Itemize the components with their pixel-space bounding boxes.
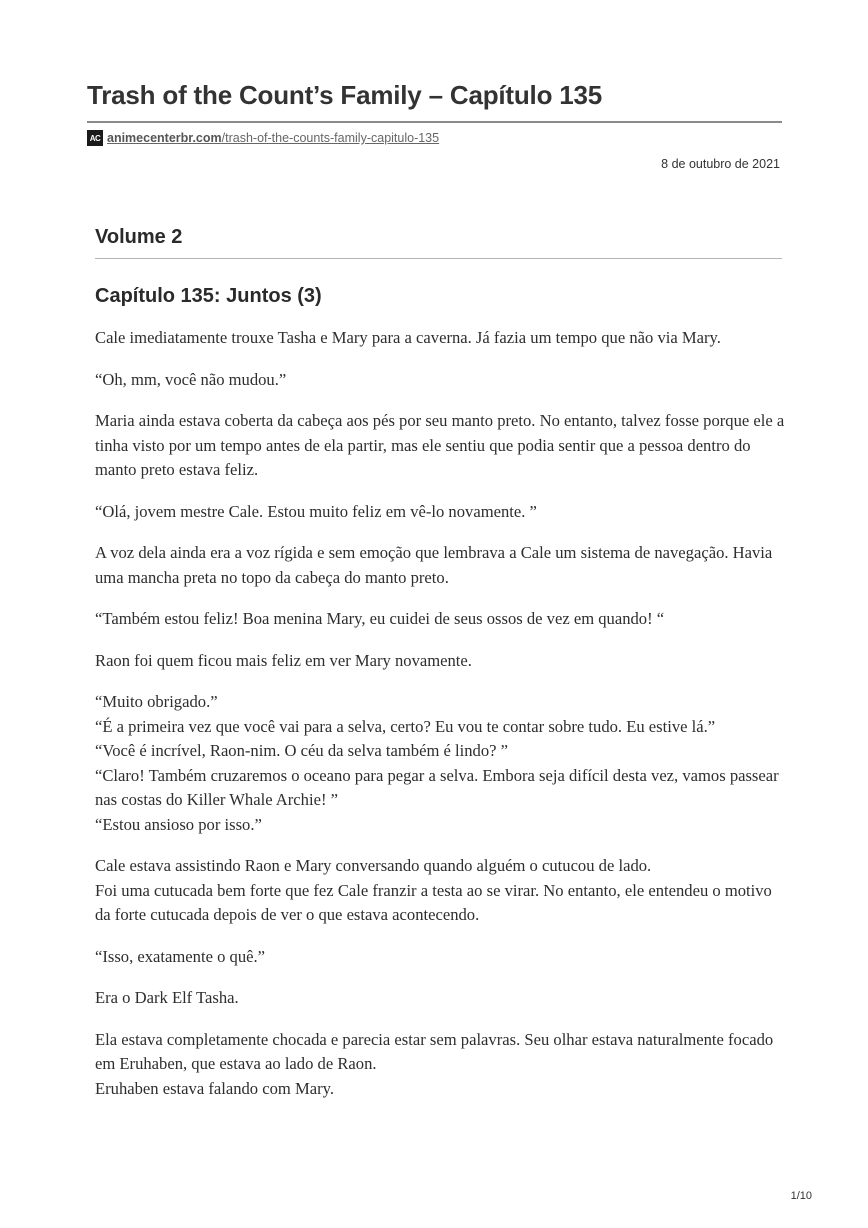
paragraph [95, 1028, 785, 1102]
chapter-body [95, 326, 785, 1118]
source-domain: animecenterbr.com [107, 131, 222, 145]
paragraph [95, 409, 785, 483]
paragraph-line: “Muito obrigado.” [95, 692, 218, 711]
paragraph-line: Cale imediatamente trouxe Tasha e Mary para a caverna. Já fazia um tempo que não via Mary. [95, 328, 721, 347]
paragraph [95, 945, 785, 970]
paragraph-line: “Oh, mm, você não mudou.” [95, 369, 287, 389]
document-title: Trash of the Count’s Family – Capítulo 135 [87, 80, 603, 110]
paragraph-line: “Você é incrível, Raon-nim. O céu da selva também é lindo? ” [95, 741, 509, 760]
paragraph-line: Maria ainda estava coberta da cabeça aos pés por seu manto preto. No entanto, talvez fosse porque ele a tinha visto por um tempo antes de ela partir, mas ele sentiu que podia sentir que a pessoa dentro do manto preto estava feliz. [95, 411, 785, 479]
paragraph-line: “Olá, jovem mestre Cale. Estou muito feliz em vê-lo novamente. ” [95, 501, 537, 521]
paragraph-line: Eruhaben estava falando com Mary. [95, 1078, 334, 1098]
paragraph [95, 541, 785, 590]
paragraph [95, 368, 785, 393]
source-link[interactable] [107, 131, 439, 145]
paragraph [95, 500, 785, 525]
paragraph-line: Era o Dark Elf Tasha. [95, 988, 239, 1007]
paragraph-line: “É a primeira vez que você vai para a selva, certo? Eu vou te contar sobre tudo. Eu estive lá.” [95, 716, 716, 736]
paragraph-line: “Também estou feliz! Boa menina Mary, eu cuidei de seus ossos de vez em quando! “ [95, 609, 665, 628]
publish-date: 8 de outubro de 2021 [661, 157, 780, 171]
paragraph-line: Cale estava assistindo Raon e Mary conversando quando alguém o cutucou de lado. [95, 856, 652, 875]
paragraph-line: “Isso, exatamente o quê.” [95, 946, 266, 966]
volume-heading: Volume 2 [95, 226, 183, 248]
paragraph-line: A voz dela ainda era a voz rígida e sem emoção que lembrava a Cale um sistema de navegação. Havia uma mancha preta no topo da cabeça do manto preto. [95, 543, 773, 587]
paragraph [95, 986, 785, 1011]
paragraph-line: “Estou ansioso por isso.” [95, 814, 262, 834]
paragraph [95, 326, 785, 351]
site-logo-icon: AC [87, 130, 103, 146]
paragraph [95, 607, 785, 632]
paragraph-line: “Claro! Também cruzaremos o oceano para pegar a selva. Embora seja difícil desta vez, vamos passear nas costas do Killer Whale Archie! ” [95, 765, 779, 809]
source-path: /trash-of-the-counts-family-capitulo-135 [221, 131, 440, 145]
source-line [87, 130, 439, 146]
volume-divider [95, 258, 782, 259]
paragraph [95, 854, 785, 928]
paragraph [95, 649, 785, 674]
paragraph-line: Foi uma cutucada bem forte que fez Cale franzir a testa ao se virar. No entanto, ele entendeu o motivo da forte cutucada depois de ver o que estava acontecendo. [95, 880, 772, 924]
chapter-heading: Capítulo 135: Juntos (3) [95, 285, 322, 307]
page-number: 1/10 [790, 1190, 812, 1202]
paragraph-line: Raon foi quem ficou mais feliz em ver Mary novamente. [95, 650, 472, 670]
title-divider [87, 121, 782, 123]
paragraph [95, 690, 785, 837]
paragraph-line: Ela estava completamente chocada e parecia estar sem palavras. Seu olhar estava naturalmente focado em Eruhaben, que estava ao lado de Raon. [95, 1029, 774, 1073]
